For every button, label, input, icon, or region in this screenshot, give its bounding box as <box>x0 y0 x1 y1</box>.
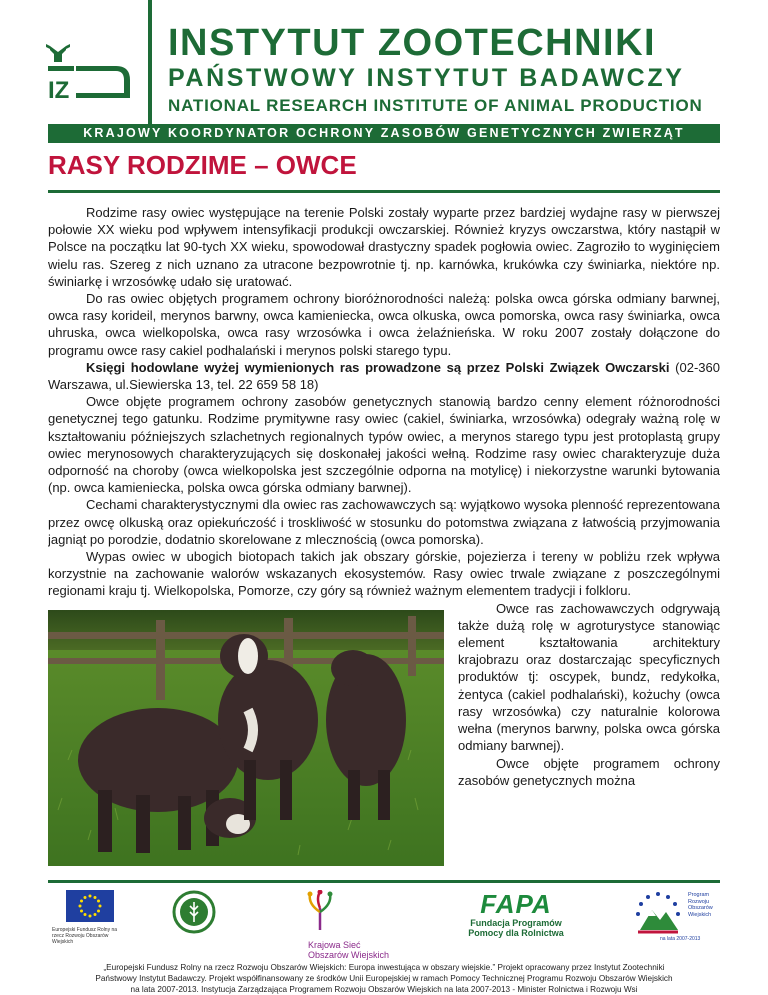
paragraph-3 <box>48 359 720 393</box>
title-divider <box>48 190 720 193</box>
breeding-books-bold: Księgi hodowlane wyżej wymienionych ras prowadzone są przez Polski Związek Owczarski <box>86 359 670 375</box>
footer-text <box>60 962 708 995</box>
ministry-logo <box>172 890 222 939</box>
prow-line3: Obszarów <box>688 905 713 911</box>
institute-logo <box>44 40 140 104</box>
fapa-logo <box>468 890 564 938</box>
institute-name: INSTYTUT ZOOTECHNIKI <box>168 22 657 64</box>
footer-line1: „Europejski Fundusz Rolny na rzecz Rozwoju Obszarów Wiejskich: Europa inwestująca w obszary wiejskie.” Projekt opracowany przez Instytut Zootechniki <box>103 963 665 972</box>
coordinator-banner: KRAJOWY KOORDYNATOR OCHRONY ZASOBÓW GENETYCZNYCH ZWIERZĄT <box>48 124 720 143</box>
ksow-name-line1: Krajowa Sieć <box>308 940 361 950</box>
logo-letters: IZ <box>48 77 70 104</box>
paragraph-6: Wypas owiec w ubogich biotopach takich jak obszary górskie, pojezierza i tereny w pobliżu rzek wpływa korzystnie na zachowanie walorów wskazanych ekosystemów. Rasy owiec trwale związane z poszczególnymi regionami kraju tj. Wielkopolska, Pomorze, czy góry są również ważnym elementem tradycji i folkloru. <box>48 549 720 599</box>
sponsor-logos <box>48 890 720 962</box>
paragraph-7: Owce ras zachowawczych odgrywają także dużą rolę w agroturystyce stanowiąc element kształtowania architektury krajobrazu oraz dostarczając specyficznych produktów tj: oscypek, bundz, redykołka, żentyca (cakiel podhalański), kożuchy (owca rasy wrzosówka) czy naturalnie kolorowa wełna (merynos barwny, polska owca górska odmiany barwnej). <box>458 600 720 754</box>
institute-english-name: NATIONAL RESEARCH INSTITUTE OF ANIMAL PRODUCTION <box>168 96 703 115</box>
sheep-grazing-image <box>48 610 444 866</box>
footer-line2: Państwowy Instytut Badawczy. Projekt współfinansowany ze środków Unii Europejskiej w ramach Pomocy Technicznej Programu Rozwoju Obszarów Wiejskich <box>95 974 673 983</box>
footer-divider <box>48 880 720 883</box>
prow-logo <box>630 890 720 942</box>
institute-subtitle: PAŃSTWOWY INSTYTUT BADAWCZY <box>168 64 685 92</box>
sheep-photo <box>48 610 444 866</box>
ksow-tree-icon <box>304 890 336 932</box>
eu-logo <box>52 890 126 945</box>
footer-line3: na lata 2007-2013. Instytucja Zarządzająca Programem Rozwoju Obszarów Wiejskich na lata 2007-2013 - Minister Rolnictwa i Rozwoju Wsi <box>130 985 638 994</box>
article-body <box>48 204 720 874</box>
ksow-logo <box>304 890 414 960</box>
eu-caption: Europejski Fundusz Rolny na rzecz Rozwoju Obszarów Wiejskich <box>52 927 118 945</box>
page-title: RASY RODZIME – OWCE <box>48 150 357 180</box>
paragraph-1: Rodzime rasy owiec występujące na terenie Polski zostały wyparte przez bardziej wydajne rasy w pierwszej połowie XX wieku pod wpływem intensyfikacji produkcji owczarskiej. Również kryzys owczarstwa, który nastąpił w Polsce na początku lat 90-tych XX wieku, spowodował drastyczny spadek pogłowia owiec. Zagroziło to wyginięciem wielu ras. Szereg z nich uznano za utracone bezpowrotnie tj. np. karnówka, krukówka czy świniarka, niektóre np. świniarkę i wrzosówkę udało się uratować. <box>48 205 720 289</box>
header-vertical-line <box>148 0 152 126</box>
prow-emblem-icon <box>630 890 686 936</box>
eu-flag-icon <box>66 890 114 922</box>
fapa-line1: Fundacja Programów <box>470 918 562 928</box>
prow-line4: Wiejskich <box>688 911 712 918</box>
paragraph-8: Owce objęte programem ochrony zasobów genetycznych można <box>458 755 720 788</box>
wheat-emblem-icon <box>172 890 216 934</box>
ksow-name-line2: Obszarów Wiejskich <box>308 950 390 960</box>
paragraph-5: Cechami charakterystycznymi dla owiec ras zachowawczych są: wyjątkowo wysoka plenność reprezentowana przez owcę olkuską oraz opiekuńczość i troskliwość w stosunku do potomstwa związana z łatwością przyjmowania jagniąt po porodzie, dodatnio skorelowane z mlecznością (owca pomorska). <box>48 497 720 547</box>
cow-head-icon <box>46 44 70 62</box>
breeding-books-address: (02-360 Warszawa, ul.Siewierska 13, tel. 22 659 58 18) <box>48 359 720 393</box>
prow-years: na lata 2007-2013 <box>660 936 701 942</box>
prow-line2: Rozwoju <box>688 898 710 905</box>
paragraph-6-lead <box>48 548 720 600</box>
fapa-wordmark: FAPA <box>480 889 552 919</box>
prow-line1: Program <box>688 892 710 898</box>
paragraph-4: Owce objęte programem ochrony zasobów genetycznych stanowią bardzo cenny element różnorodności genetycznej tego gatunku. Rodzime prymitywne rasy owiec (cakiel, świniarka, wrzosówka) odegrały ważną rolę w kształtowaniu późniejszych szlachetnych regionalnych typów owiec, a merynos starego typu jest protoplastą grupy owiec merynosowych charakteryzujących się doskonałej jakości wełną. Rodzime rasy owiec charakteryzuje duża odporność na choroby (owca wielkopolska jest szczególnie odporna na motylicę) i niekorzystne warunki bytowania (np. owca kamieniecka, polska owca górska odmiany barwnej). <box>48 394 720 496</box>
fapa-line2: Pomocy dla Rolnictwa <box>468 928 564 938</box>
paragraph-2: Do ras owiec objętych programem ochrony bioróżnorodności należą: polska owca górska odmiany barwnej, owca rasy korideil, merynos barwny, owca kamieniecka, owca olkuska, owca pomorska, owca rasy świniarka, owca uhruska, owca wielkopolska, owca rasy wrzosówka i owca żelaźnieńska. W roku 2007 zostały dołączone do programu owce rasy cakiel podhalański i merynos polski starego typu. <box>48 291 720 358</box>
